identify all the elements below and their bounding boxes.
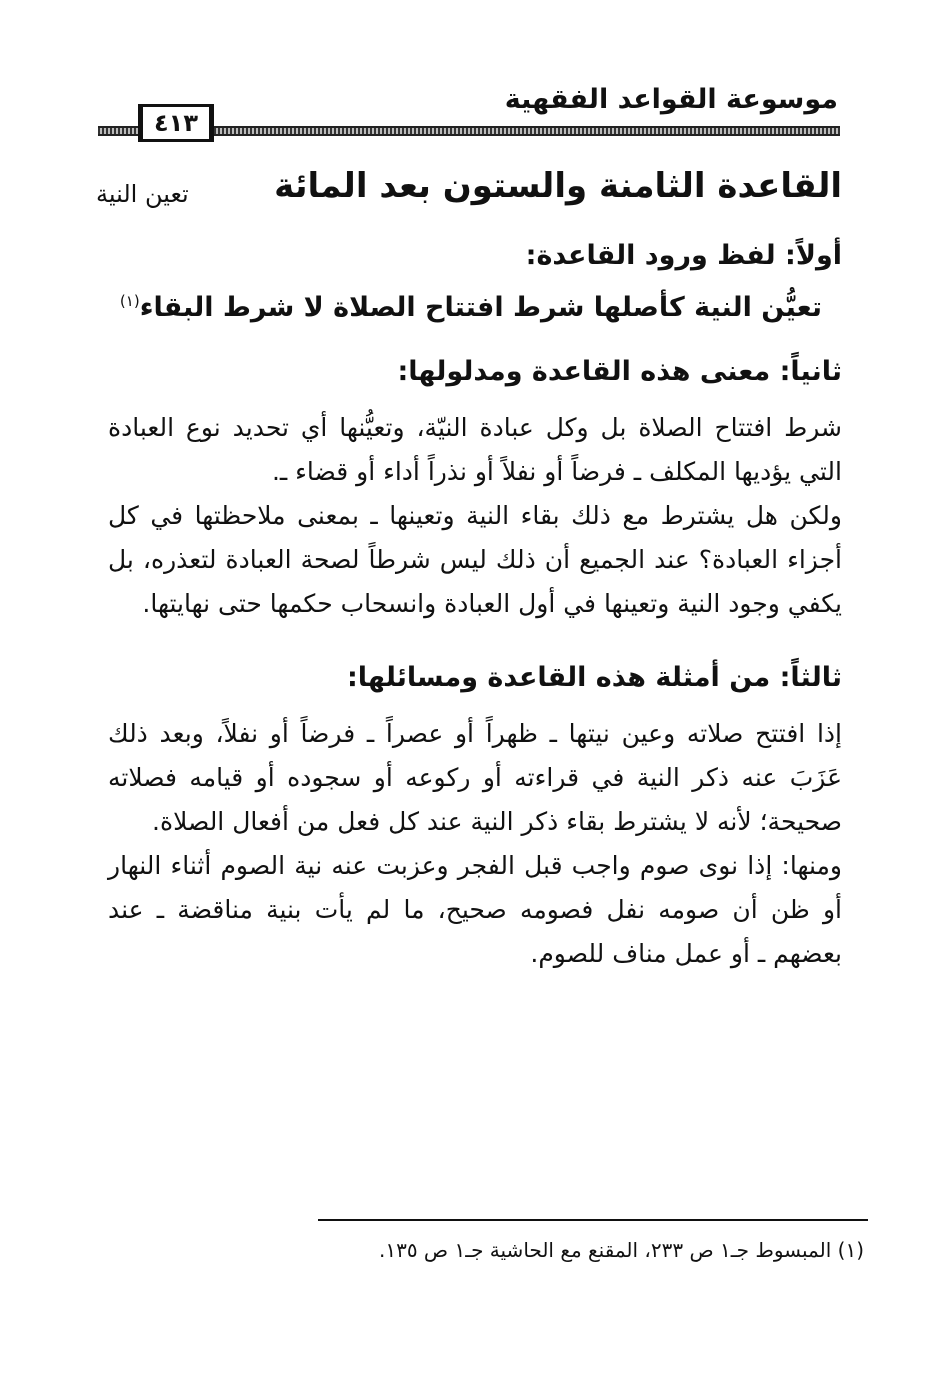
meaning-paragraphs: [108, 406, 842, 626]
running-title: موسوعة القواعد الفقهية: [504, 84, 838, 115]
section-heading-examples: ثالثاً: من أمثلة هذه القاعدة ومسائلها:: [346, 662, 842, 693]
meaning-paragraph: شرط افتتاح الصلاة بل وكل عبادة النيّة، وتعيُّنها أي تحديد نوع العبادة التي يؤديها المكلف ـ فرضاً أو نفلاً أو نذراً أداء أو قضاء ـ.: [108, 413, 842, 486]
footnote: (١) المبسوط جـ١ ص ٢٣٣، المقنع مع الحاشية جـ١ ص ١٣٥.: [378, 1238, 864, 1262]
examples-paragraphs: [108, 712, 842, 976]
rule-title: القاعدة الثامنة والستون بعد المائة: [274, 166, 842, 206]
rule-wording-text: تعيُّن النية كأصلها شرط افتتاح الصلاة لا شرط البقاء: [139, 292, 822, 323]
section-heading-meaning: ثانياً: معنى هذه القاعدة ومدلولها:: [397, 356, 842, 387]
section-heading-wording: أولاً: لفظ ورود القاعدة:: [525, 240, 842, 271]
example-paragraph: إذا افتتح صلاته وعين نيتها ـ ظهراً أو عصراً ـ فرضاً أو نفلاً، وبعد ذلك عَزَبَ عنه ذكر النية في قراءته أو ركوعه أو سجوده أو قيامه فصلاته صحيحة؛ لأنه لا يشترط بقاء ذكر النية عند كل فعل من أفعال الصلاة.: [108, 719, 842, 836]
footnote-marker: (١): [119, 292, 140, 310]
example-paragraph: ومنها: إذا نوى صوم واجب قبل الفجر وعزبت عنه نية الصوم أثناء النهار أو ظن أن صومه نفل فصومه صحيح، ما لم يأت بنية مناقضة ـ عند بعضهم ـ أو عمل مناف للصوم.: [108, 851, 842, 968]
page-number: ٤١٣: [138, 104, 214, 142]
footnote-divider: [318, 1219, 868, 1221]
meaning-paragraph: ولكن هل يشترط مع ذلك بقاء النية وتعينها ـ بمعنى ملاحظتها في كل أجزاء العبادة؟ عند الجميع أن ذلك ليس شرطاً لصحة العبادة لتعذره، بل يكفي وجود النية وتعينها في أول العبادة وانسحاب حكمها حتى نهايتها.: [108, 501, 842, 618]
side-label: تعين النية: [96, 180, 189, 208]
rule-wording: [120, 292, 822, 323]
